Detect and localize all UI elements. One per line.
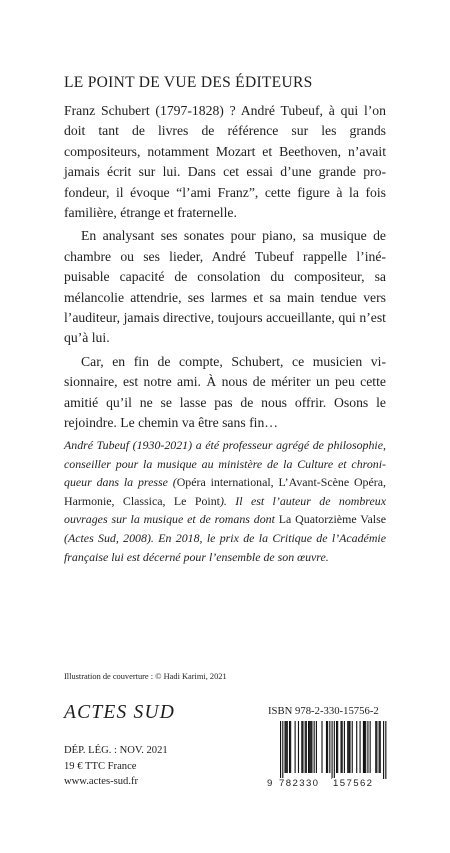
barcode-first-digit: 9	[267, 778, 273, 789]
barcode-bar	[298, 721, 299, 773]
barcode-bar	[380, 721, 381, 773]
barcode-bar	[347, 721, 348, 773]
description-paragraph-2: En analysant ses sonates pour piano, sa musique de chambre ou ses lieder, André Tubeuf rappelle l’inépuisable capacité de consolation du compositeur, sa mélancolie attendrie, ses larmes et sa main tendue vers l’auditeur, jamais directive, toujours accueillante, qui n’est qu’à lui.	[64, 228, 386, 346]
barcode-bar	[311, 721, 312, 773]
bio-part-3: ). Il est l’auteur de nombreux ouvrages sur la musique et de romans dont	[64, 493, 386, 527]
legal-info	[64, 743, 168, 790]
barcode-bar	[370, 721, 371, 773]
barcode-bar	[375, 721, 376, 773]
barcode-bar	[363, 721, 364, 773]
publisher-description	[64, 101, 386, 434]
barcode-bar	[360, 721, 361, 773]
author-bio	[64, 436, 386, 566]
barcode-bar	[329, 721, 330, 773]
barcode-bar	[367, 721, 368, 773]
barcode-bar	[352, 721, 353, 773]
barcode-bar	[310, 721, 311, 773]
website-link: www.actes-sud.fr	[64, 776, 139, 788]
isbn-label: ISBN 978-2-330-15756-2	[268, 705, 379, 717]
barcode-bar	[280, 721, 281, 779]
barcode-bar	[349, 721, 350, 773]
barcode-bar	[308, 721, 309, 773]
barcode-bar	[379, 721, 380, 773]
barcode-bar	[385, 721, 386, 779]
barcode-left-digits: 782330	[279, 778, 320, 789]
barcode-bar	[284, 721, 285, 773]
barcode-bar	[302, 721, 303, 773]
barcode-bar	[344, 721, 345, 773]
barcode-bars	[268, 721, 388, 779]
barcode-bar	[383, 721, 384, 779]
bio-part-5: (Actes Sud, 2008). En 2018, le prix de la Critique de l’Académie française lui est décerné pour l’ensemble de son œuvre.	[64, 530, 386, 564]
barcode-bar	[327, 721, 328, 773]
price: 19 € TTC France	[64, 760, 137, 772]
barcode-digits	[266, 778, 390, 790]
barcode-bar	[286, 721, 287, 773]
barcode-bar	[365, 721, 366, 773]
barcode-bar	[306, 721, 307, 773]
barcode-bar	[321, 721, 322, 773]
publisher-logo: ACTES SUD	[64, 702, 176, 723]
legal-deposit: DÉP. LÉG. : NOV. 2021	[64, 745, 168, 756]
barcode-bar	[282, 721, 283, 779]
barcode-bar	[295, 721, 296, 773]
barcode-right-digits: 157562	[333, 778, 374, 789]
barcode-bar	[309, 721, 310, 773]
barcode-bar	[287, 721, 288, 773]
description-paragraph-1: Franz Schubert (1797-1828) ? André Tubeuf, à qui l’on doit tant de livres de référence sur les grands compositeurs, notamment Mozart et Beethoven, n’avait jamais écrit sur lui. Dans cet essai d’une grande profondeur, il évoque “l’ami Franz”, cette figure à la fois familière, étrange et fraternelle.	[64, 103, 386, 221]
barcode-bar	[314, 721, 315, 773]
barcode-bar	[290, 721, 291, 773]
barcode-bar	[301, 721, 302, 773]
barcode-bar	[326, 721, 327, 773]
barcode-bar	[340, 721, 341, 773]
barcode-bar	[305, 721, 306, 773]
bio-novel-title: La Quatorzième Valse	[278, 512, 386, 527]
barcode-bar	[342, 721, 343, 773]
barcode-bar	[337, 721, 338, 773]
bio-magazines: Opéra international, L’Avant-Scène Opéra, Harmonie, Classica, Le Point	[64, 475, 386, 508]
barcode-bar	[376, 721, 377, 773]
barcode-bar	[348, 721, 349, 773]
description-paragraph-3: Car, en fin de compte, Schubert, ce musicien visionnaire, est notre ami. À nous de mériter un peu cette amitié qu’il ne se lasse pas de nous offrir. Osons le rejoindre. Le chemin va être sans fin…	[64, 353, 386, 431]
cover-credit: Illustration de couverture : © Hadi Karimi, 2021	[64, 672, 227, 681]
barcode-bar	[334, 721, 335, 779]
barcode-bar	[316, 721, 317, 773]
barcode-bar	[356, 721, 357, 773]
barcode-bar	[289, 721, 290, 773]
barcode-bar	[364, 721, 365, 773]
bio-part-1: André Tubeuf (1930-2021) a été professeur agrégé de philosophie, conseiller pour la musique au ministère de la Culture et chroniqueur dans la presse (	[64, 438, 386, 490]
section-heading: LE POINT DE VUE DES ÉDITEURS	[64, 74, 313, 91]
barcode-bar	[332, 721, 333, 779]
barcode-bar	[336, 721, 337, 773]
